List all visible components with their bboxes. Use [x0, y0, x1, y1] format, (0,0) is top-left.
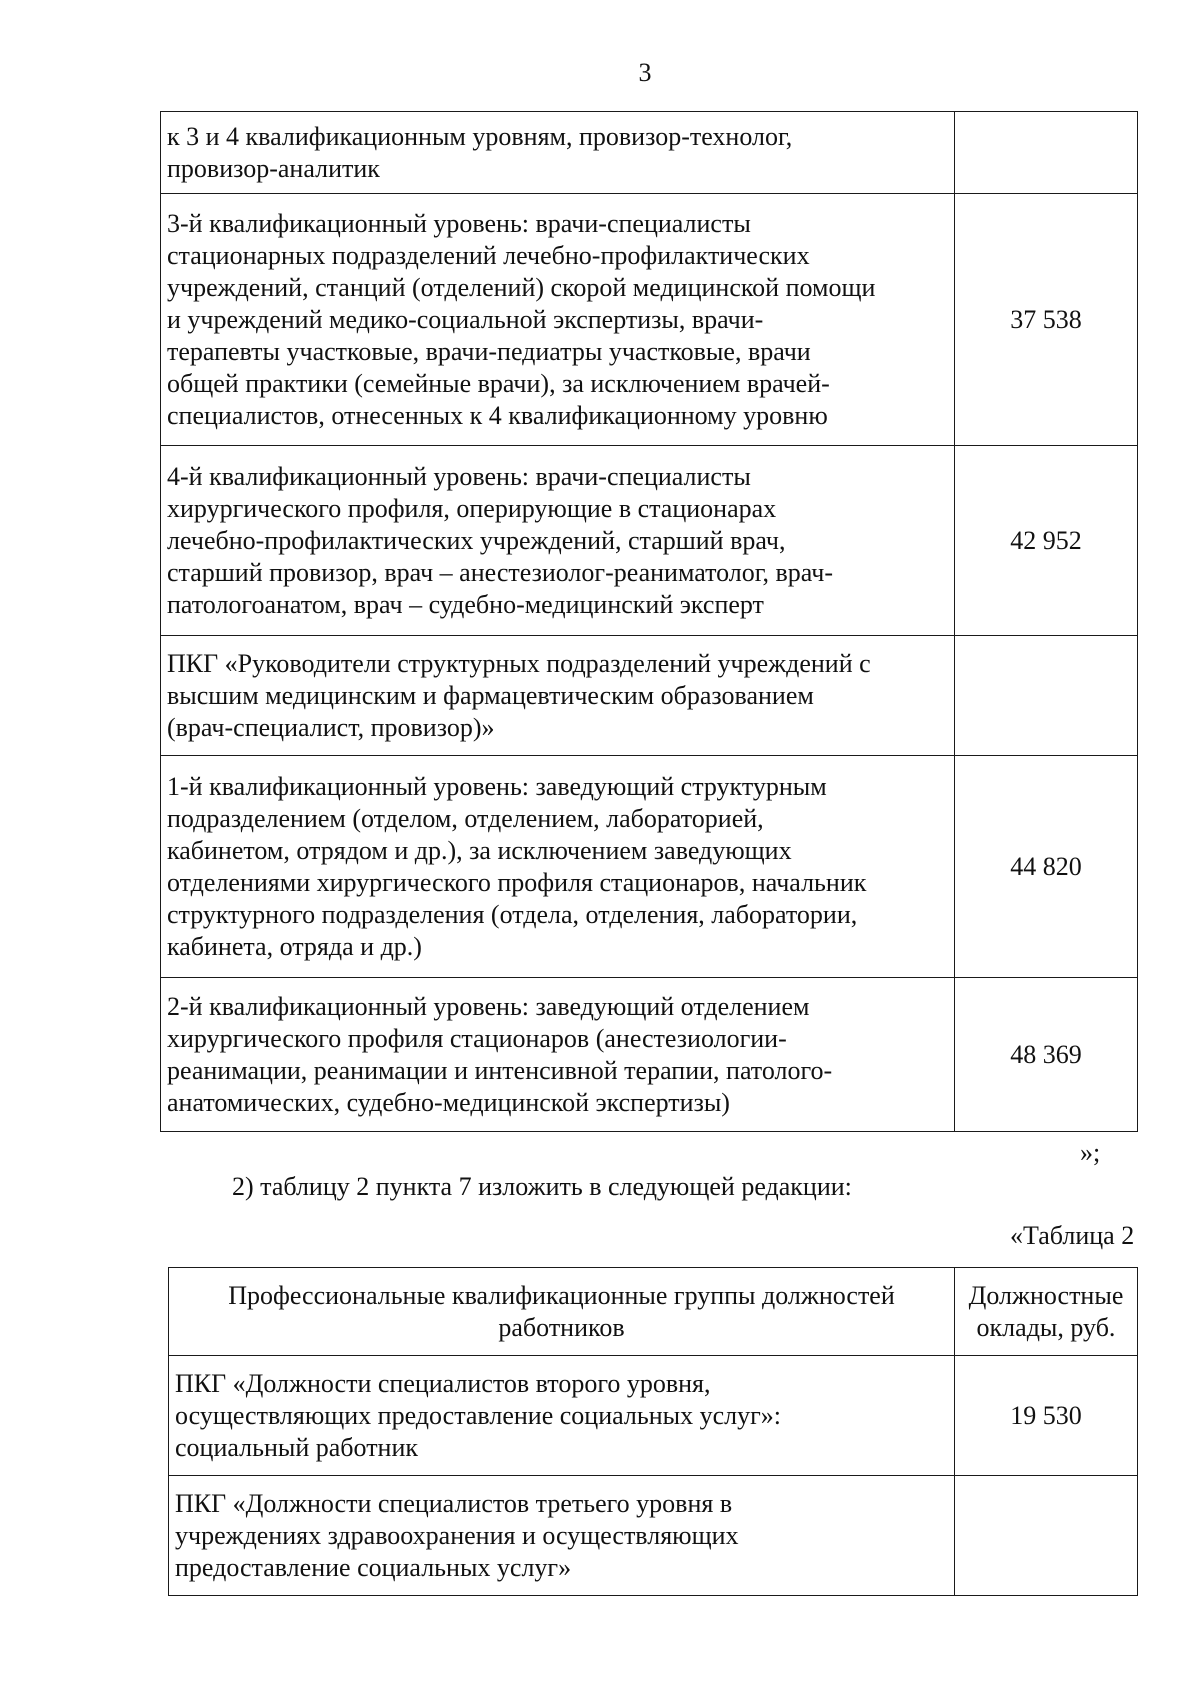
position-description-cell: [161, 112, 955, 194]
position-description-cell: [161, 756, 955, 978]
table-caption: «Таблица 2: [1010, 1221, 1135, 1250]
table-row: [161, 194, 1138, 446]
position-description-cell: [161, 446, 955, 636]
salary-cell: [955, 978, 1138, 1132]
table-row: [161, 446, 1138, 636]
salary-table-continued: [160, 111, 1138, 1132]
salary-table-2: [168, 1267, 1138, 1596]
table-row: [169, 1476, 1138, 1596]
column-header-salary: Должностные оклады, руб.: [968, 1280, 1124, 1342]
page-number: 3: [638, 58, 652, 87]
amendment-paragraph: 2) таблицу 2 пункта 7 изложить в следующей редакции:: [232, 1172, 852, 1201]
salary-value: 42 952: [1010, 525, 1082, 555]
position-description: к 3 и 4 квалификационным уровням, провизор-технолог, провизор-аналитик: [167, 121, 793, 183]
position-description-cell: [169, 1476, 955, 1596]
table-row: [161, 756, 1138, 978]
header-cell-salary: [955, 1268, 1138, 1356]
table-header-row: [169, 1268, 1138, 1356]
salary-value: 37 538: [1010, 304, 1082, 334]
table-row: [169, 1356, 1138, 1476]
position-description: 2-й квалификационный уровень: заведующий отделением хирургического профиля стационаров (анестезиологии- реанимации, реанимации и интенсивной терапии, патолого- анатомических, судебно-медицинской экспертизы): [167, 991, 833, 1117]
salary-value: 44 820: [1010, 851, 1082, 881]
header-cell-groups: [169, 1268, 955, 1356]
salary-cell: [955, 1356, 1138, 1476]
salary-cell: [955, 1476, 1138, 1596]
salary-cell: [955, 756, 1138, 978]
table-row: [161, 978, 1138, 1132]
position-description-cell: [161, 194, 955, 446]
salary-cell: [955, 194, 1138, 446]
position-description: ПКГ «Руководители структурных подразделений учреждений с высшим медицинским и фармацевтическим образованием (врач-специалист, провизор)»: [167, 648, 871, 742]
position-description: ПКГ «Должности специалистов второго уровня, осуществляющих предоставление социальных услуг»: социальный работник: [175, 1368, 781, 1462]
position-description: 4-й квалификационный уровень: врачи-специалисты хирургического профиля, оперирующие в стационарах лечебно-профилактических учреждений, старший врач, старший провизор, врач – анестезиолог-реаниматолог, врач- патологоанатом, врач – судебно-медицинский эксперт: [167, 461, 833, 619]
salary-value: 19 530: [1010, 1400, 1082, 1430]
table-row: [161, 636, 1138, 756]
salary-cell: [955, 446, 1138, 636]
position-description: 3-й квалификационный уровень: врачи-специалисты стационарных подразделений лечебно-профилактических учреждений, станций (отделений) скорой медицинской помощи и учреждений медико-социальной экспертизы, врачи- терапевты участковые, врачи-педиатры участковые, врачи общей практики (семейные врачи), за исключением врачей- специалистов, отнесенных к 4 квалификационному уровню: [167, 208, 876, 430]
closing-quote-mark: »;: [1080, 1138, 1101, 1167]
salary-value: 48 369: [1010, 1039, 1082, 1069]
position-description-cell: [169, 1356, 955, 1476]
position-description: ПКГ «Должности специалистов третьего уровня в учреждениях здравоохранения и осуществляющих предоставление социальных услуг»: [175, 1488, 739, 1582]
position-description: 1-й квалификационный уровень: заведующий структурным подразделением (отделом, отделением, лабораторией, кабинетом, отрядом и др.), за исключением заведующих отделениями хирургического профиля стационаров, начальник структурного подразделения (отдела, отделения, лаборатории, кабинета, отряда и др.): [167, 771, 867, 961]
table-row: [161, 112, 1138, 194]
salary-cell: [955, 112, 1138, 194]
salary-cell: [955, 636, 1138, 756]
column-header-groups: Профессиональные квалификационные группы должностей работников: [228, 1280, 895, 1342]
position-description-cell: [161, 978, 955, 1132]
position-description-cell: [161, 636, 955, 756]
